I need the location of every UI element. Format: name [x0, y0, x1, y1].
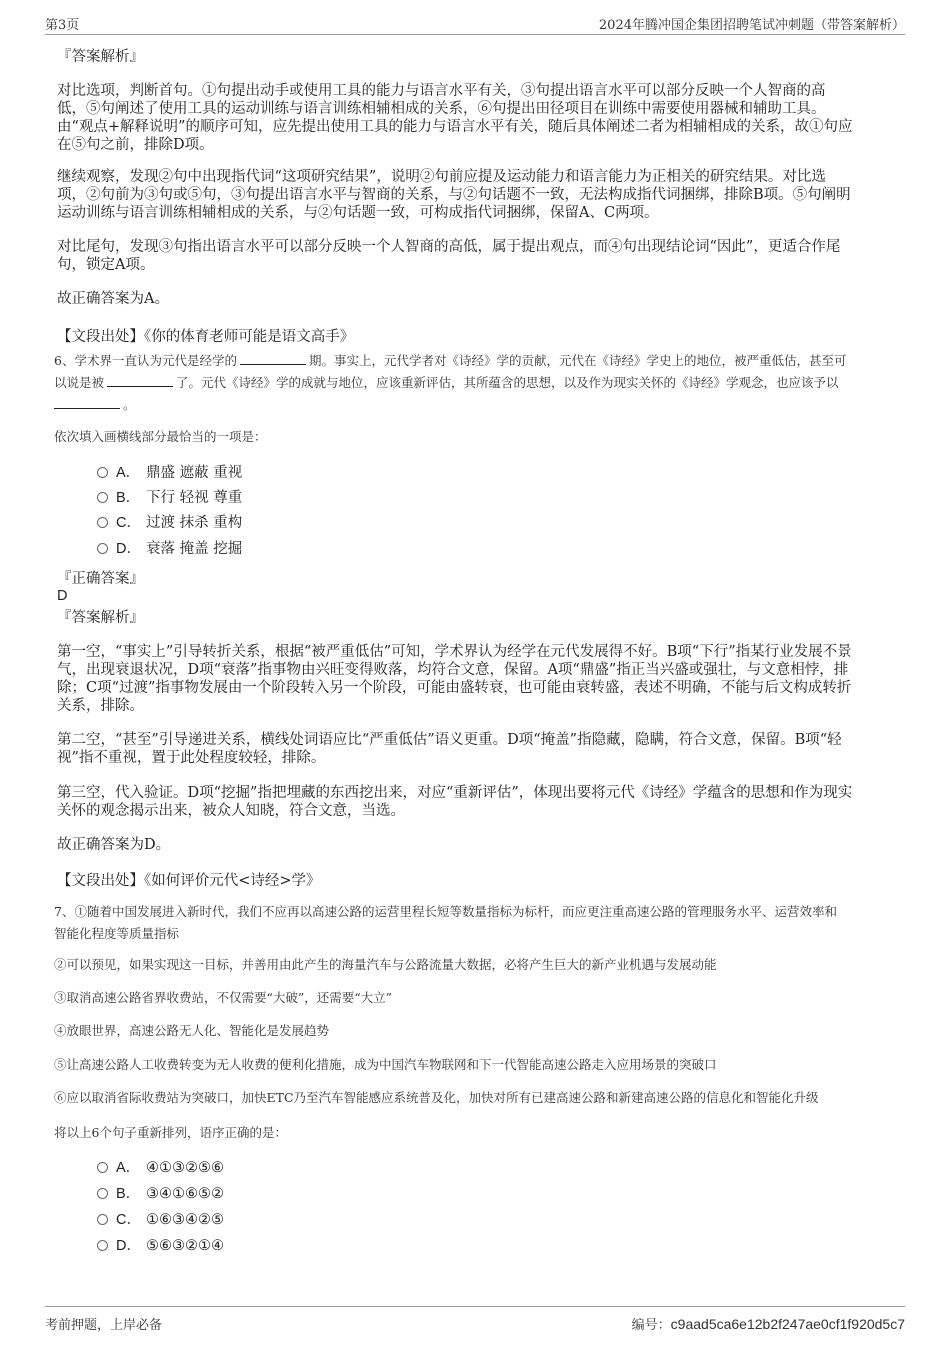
- option-text: ④①③②⑤⑥: [146, 1160, 224, 1176]
- text-line: 视”指不重视，置于此处程度较轻，排除。: [57, 750, 326, 766]
- option-letter: A．: [116, 465, 141, 481]
- text-line: 气，出现衰退状况，D项“衰落”指事物由兴旺变得败落，均符合文意，保留。A项“鼎盛”指正当兴盛或强壮，与文意相悖，排: [57, 662, 849, 678]
- option-text: ⑤⑥③②①④: [146, 1238, 224, 1254]
- stem-text: 6、学术界一直认为元代是经学的: [54, 353, 237, 368]
- text-line: 7、①随着中国发展进入新时代，我们不应再以高速公路的运营里程长短等数量指标为标杆，而应更注重高速公路的管理服务水平、运营效率和: [54, 904, 837, 919]
- radio-icon[interactable]: [97, 467, 108, 478]
- text-line: [54, 394, 899, 416]
- option-text: ①⑥③④②⑤: [146, 1212, 224, 1228]
- option-letter: D．: [116, 1238, 141, 1254]
- q7-instruction: 将以上6个句子重新排列，语序正确的是：: [54, 1125, 287, 1140]
- text-line: 运动训练与语言训练相辅相成的关系，与②句话题一致，可构成指代词捆绑，保留A、C两项。: [57, 205, 659, 221]
- q6-stem: [54, 350, 899, 416]
- fill-blank-3: [54, 396, 120, 409]
- q6-analysis-label: 『答案解析』: [57, 610, 144, 626]
- text-line: 除；C项“过渡”指事物发展由一个阶段转入另一个阶段，可能由盛转衰，也可能由衰转盛，表述不明确，不能与后文构成转折: [57, 680, 852, 696]
- q5-analysis-label: 『答案解析』: [57, 49, 144, 65]
- q6-analysis-p3: [57, 784, 852, 820]
- code-value: c9aad5ca6e12b2f247ae0cf1f920d5c7: [670, 1316, 905, 1332]
- text-line: 第三空，代入验证。D项“挖掘”指把埋藏的东西挖出来，对应“重新评估”，体现出要将元代《诗经》学蕴含的思想和作为现实: [57, 785, 853, 801]
- q6-analysis-p2: [57, 731, 842, 767]
- text-line: [54, 372, 899, 394]
- q6-analysis-p1: [57, 643, 852, 715]
- q7-sentence-5: ⑤让高速公路人工收费转变为无人收费的便利化措施，成为中国汽车物联网和下一代智能高速公路走入应用场景的突破口: [54, 1057, 717, 1072]
- footer-slogan: 考前押题，上岸必备: [45, 1318, 163, 1333]
- text-line: 第一空，“事实上”引导转折关系，根据“被严重低估”可知，学术界认为经学在元代发展得不好。B项“下行”指某行业发展不景: [57, 644, 852, 660]
- q7-option-b[interactable]: [97, 1184, 224, 1204]
- stem-text: 。: [123, 397, 136, 412]
- q7-option-d[interactable]: [97, 1236, 224, 1256]
- stem-text: 以说是被: [54, 375, 105, 390]
- option-letter: D．: [116, 541, 141, 557]
- code-label: 编号：: [631, 1318, 671, 1333]
- q5-source: 【文段出处】《你的体育老师可能是语文高手》: [57, 329, 355, 345]
- option-text: 下行 轻视 尊重: [146, 490, 243, 506]
- option-letter: B．: [116, 1186, 141, 1202]
- radio-icon[interactable]: [97, 543, 108, 554]
- page-footer: [45, 1306, 905, 1331]
- option-letter: B．: [116, 490, 141, 506]
- text-line: 在⑤句之前，排除D项。: [57, 137, 214, 153]
- q6-instruction: 依次填入画横线部分最恰当的一项是：: [54, 429, 267, 444]
- q6-source: 【文段出处】《如何评价元代<诗经>学》: [57, 873, 321, 889]
- q6-option-c[interactable]: [97, 513, 242, 533]
- q7-sentence-4: ④放眼世界，高速公路无人化、智能化是发展趋势: [54, 1023, 330, 1038]
- page-number: 第3页: [45, 18, 80, 33]
- q7-sentence-3: ③取消高速公路省界收费站，不仅需要“大破”，还需要“大立”: [54, 990, 393, 1005]
- option-text: 过渡 抹杀 重构: [146, 515, 243, 531]
- q7-sentence-1: [54, 901, 899, 945]
- q6-option-b[interactable]: [97, 488, 242, 508]
- radio-icon[interactable]: [97, 492, 108, 503]
- option-letter: A．: [116, 1160, 141, 1176]
- stem-text: 了。元代《诗经》学的成就与地位，应该重新评估，其所蕴含的思想，以及作为现实关怀的《诗经》学观念，也应该予以: [176, 375, 839, 390]
- text-line: 句，锁定A项。: [57, 257, 155, 273]
- document-code: [632, 1314, 905, 1333]
- text-line: 继续观察，发现②句中出现指代词“这项研究结果”，说明②句前应提及运动能力和语言能力为正相关的研究结果。对比选: [57, 169, 826, 185]
- option-letter: C．: [116, 1212, 141, 1228]
- text-line: 关怀的观念揭示出来，被众人知晓，符合文意，当选。: [57, 803, 405, 819]
- document-title: 2024年腾冲国企集团招聘笔试冲刺题（带答案解析）: [598, 18, 905, 33]
- text-line: 对比选项，判断首句。①句提出动手或使用工具的能力与语言水平有关，③句提出语言水平可以部分反映一个人智商的高: [57, 83, 826, 99]
- text-line: 关系，排除。: [57, 698, 144, 714]
- option-text: 鼎盛 遮蔽 重视: [146, 465, 243, 481]
- text-line: 智能化程度等质量指标: [54, 926, 180, 941]
- page-header: [45, 12, 905, 35]
- option-text: ③④①⑥⑤②: [146, 1186, 224, 1202]
- fill-blank-2: [107, 374, 173, 387]
- radio-icon[interactable]: [97, 1240, 108, 1251]
- q6-option-d[interactable]: [97, 539, 242, 559]
- text-line: 由“观点+解释说明”的顺序可知，应先提出使用工具的能力与语言水平有关，随后具体阐述二者为相辅相成的关系，故①句应: [57, 119, 853, 135]
- q5-analysis-p2: [57, 168, 851, 222]
- text-line: [54, 350, 899, 372]
- option-text: 衰落 掩盖 挖掘: [146, 541, 243, 557]
- q6-answer: D: [57, 588, 68, 604]
- q7-sentence-2: ②可以预见，如果实现这一目标，并善用由此产生的海量汽车与公路流量大数据，必将产生巨大的新产业机遇与发展动能: [54, 957, 717, 972]
- text-line: 第二空，“甚至”引导递进关系，横线处词语应比“严重低估”语义更重。D项“掩盖”指隐藏，隐瞒，符合文意，保留。B项“轻: [57, 732, 842, 748]
- text-line: 低，⑤句阐述了使用工具的运动训练与语言训练相辅相成的关系，⑥句提出田径项目在训练中需要使用器械和辅助工具。: [57, 101, 826, 117]
- radio-icon[interactable]: [97, 1188, 108, 1199]
- q7-option-a[interactable]: [97, 1158, 224, 1178]
- q6-option-a[interactable]: [97, 463, 242, 483]
- q6-answer-label: 『正确答案』: [57, 571, 144, 587]
- q5-analysis-p3: [57, 238, 840, 274]
- text-line: 项，②句前为③句或⑤句，③句提出语言水平与智商的关系，与②句话题不一致，无法构成指代词捆绑，排除B项。⑤句阐明: [57, 187, 851, 203]
- text-line: 对比尾句，发现③句指出语言水平可以部分反映一个人智商的高低，属于提出观点，而④句出现结论词“因此”，更适合作尾: [57, 239, 841, 255]
- stem-text: 期。事实上，元代学者对《诗经》学的贡献，元代在《诗经》学史上的地位，被严重低估，甚至可: [308, 353, 847, 368]
- q7-sentence-6: ⑥应以取消省际收费站为突破口，加快ETC乃至汽车智能感应系统普及化，加快对所有已建高速公路和新建高速公路的信息化和智能化升级: [54, 1090, 819, 1105]
- radio-icon[interactable]: [97, 1214, 108, 1225]
- radio-icon[interactable]: [97, 517, 108, 528]
- radio-icon[interactable]: [97, 1162, 108, 1173]
- option-letter: C．: [116, 515, 141, 531]
- q5-conclusion: 故正确答案为A。: [57, 291, 169, 307]
- q7-option-c[interactable]: [97, 1210, 224, 1230]
- q6-conclusion: 故正确答案为D。: [57, 837, 171, 853]
- q5-analysis-p1: [57, 82, 852, 154]
- fill-blank-1: [240, 352, 306, 365]
